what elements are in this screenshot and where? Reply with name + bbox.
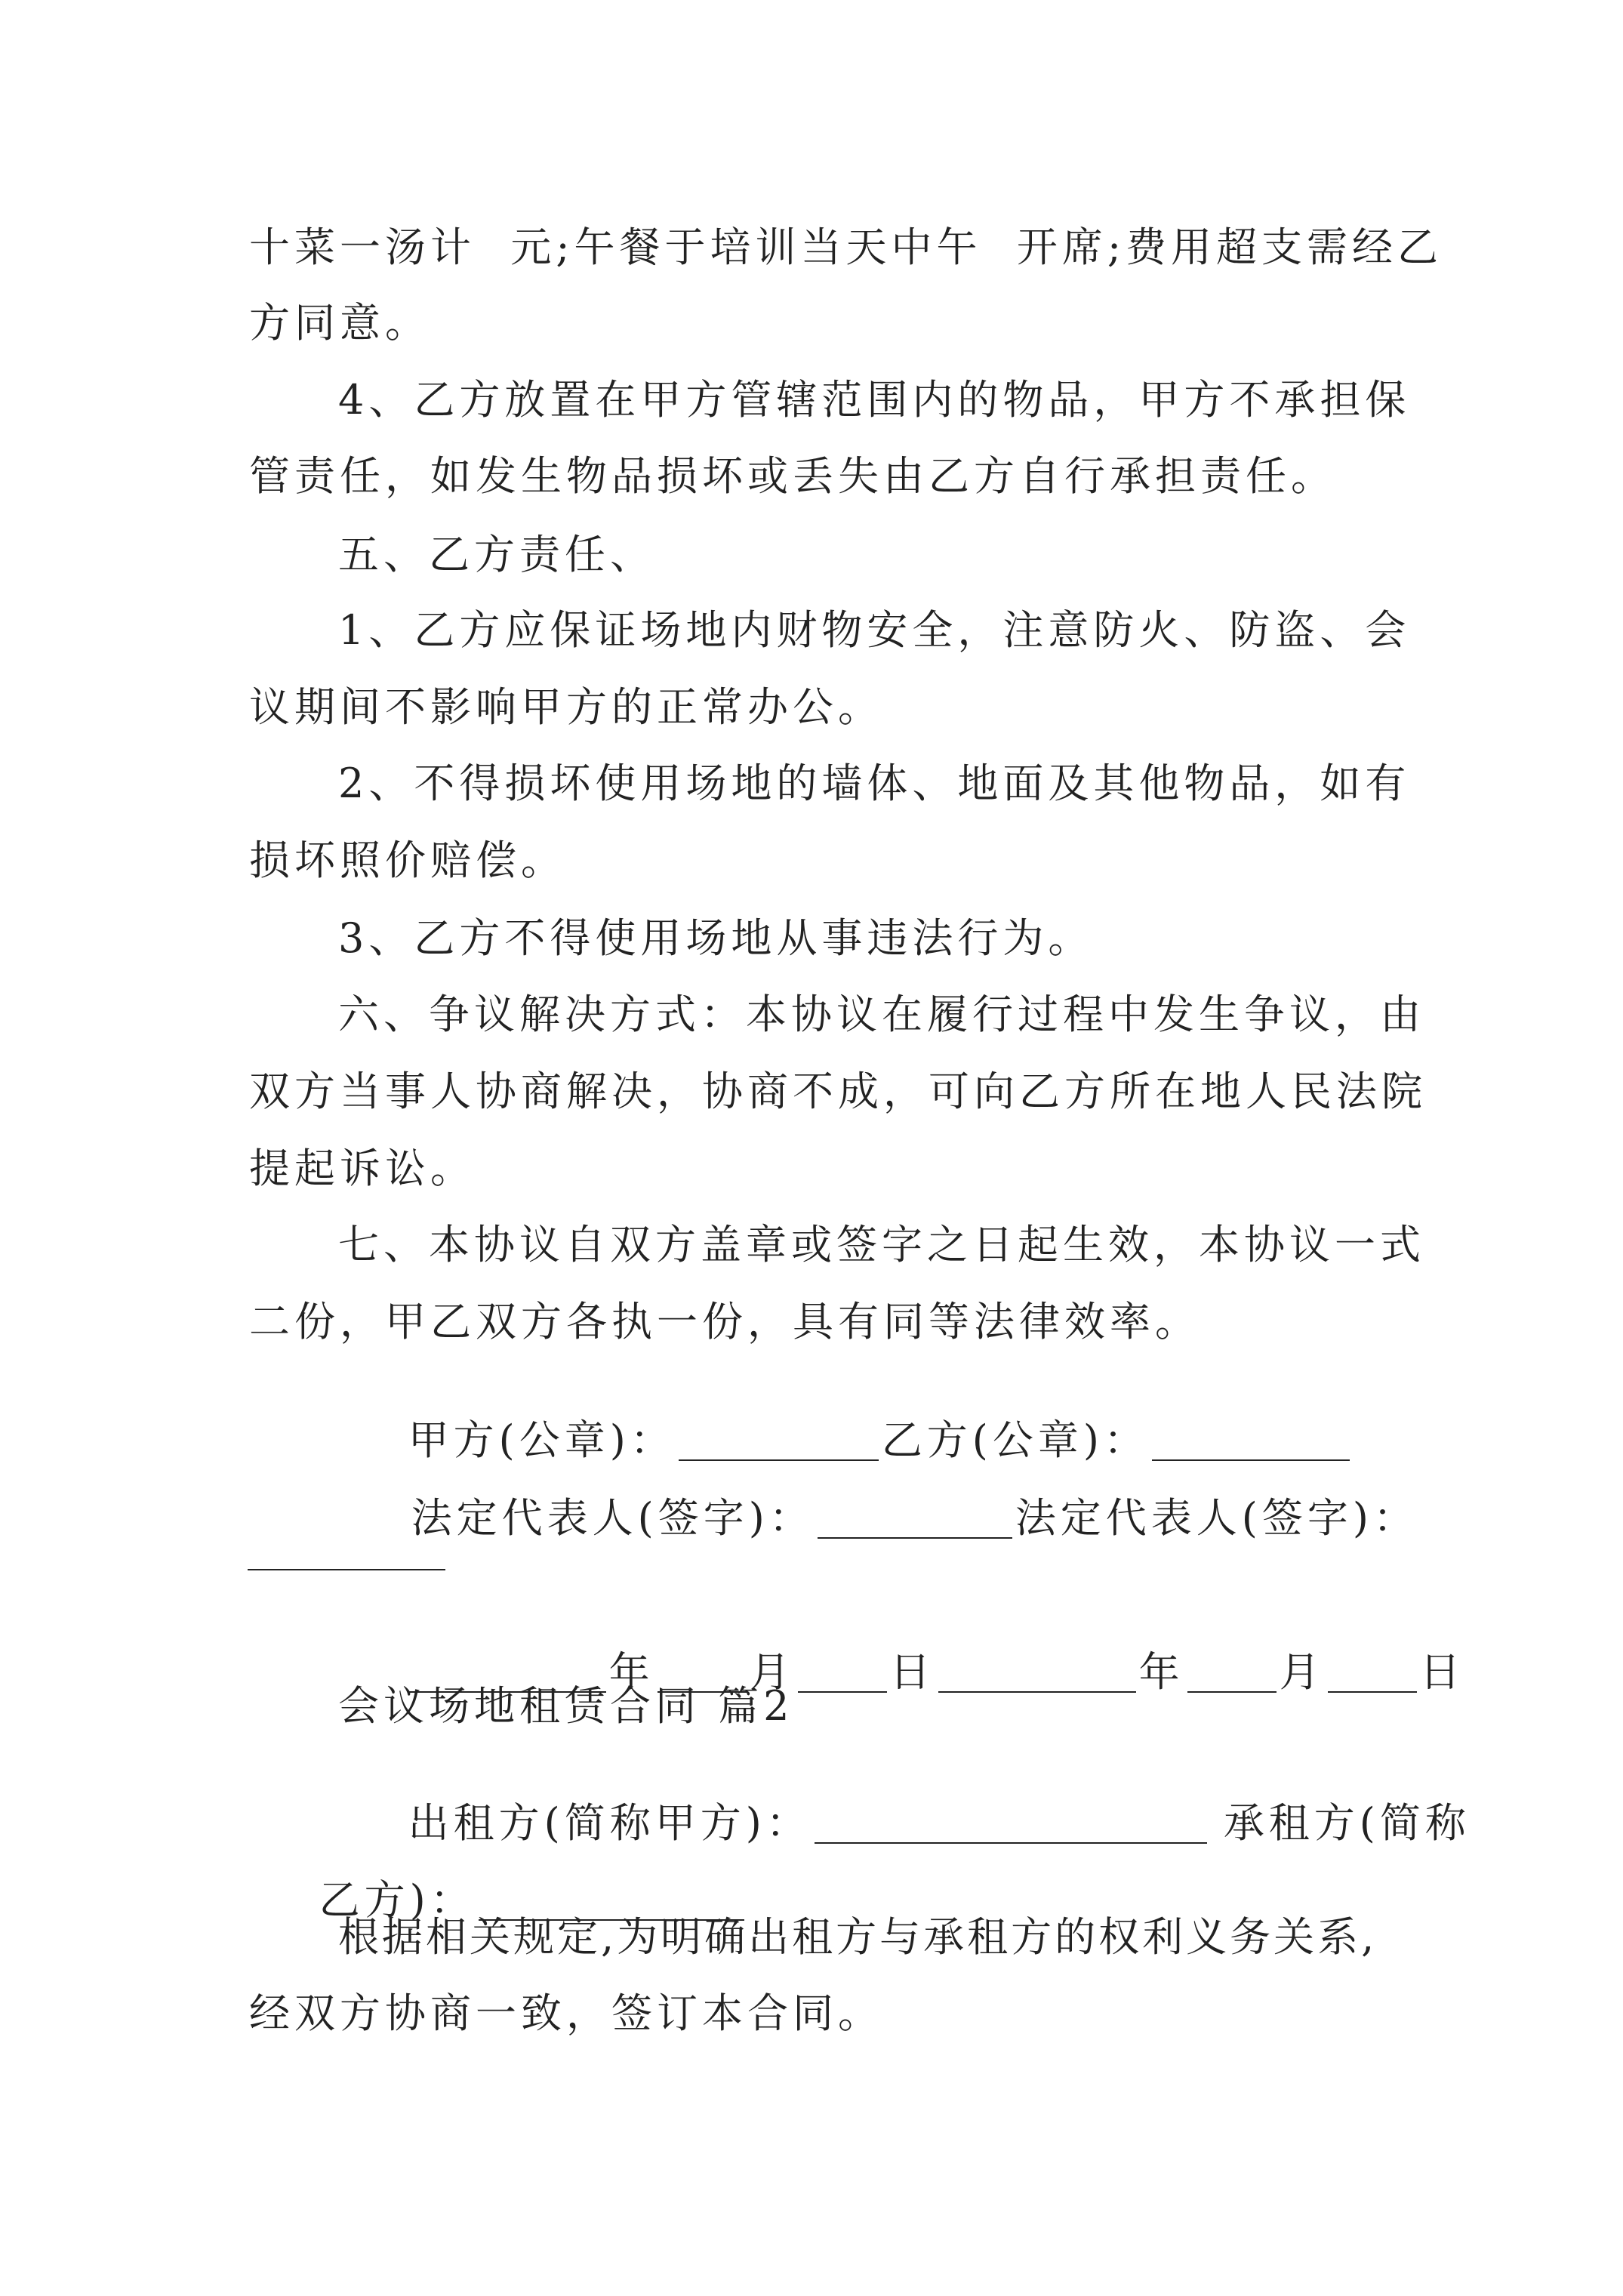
representative-line: [341, 1457, 1418, 1579]
section-heading: 五、乙方责任、: [338, 531, 655, 578]
rep-b-label: 法定代表人(签字)：: [1015, 1494, 1418, 1542]
paragraph-line: 损坏照价赔偿。: [249, 837, 566, 884]
lessor-label: 出租方(简称甲方)：: [408, 1799, 812, 1847]
date-a-day: 日: [889, 1648, 935, 1696]
lessor-blank: [815, 1804, 1207, 1844]
paragraph-line: 七、本协议自双方盖章或签字之日起生效，本协议一式: [338, 1221, 1425, 1268]
paragraph-line: 管责任，如发生物品损坏或丢失由乙方自行承担责任。: [249, 452, 1336, 500]
rep-a-blank: [818, 1499, 1012, 1539]
date-b-month-blank: [1187, 1653, 1277, 1693]
paragraph-line: 3、乙方不得使用场地从事违法行为。: [338, 914, 1094, 962]
date-a-month: 月: [749, 1648, 795, 1696]
paragraph-line: 1、乙方应保证场地内财物安全，注意防火、防盗、会: [338, 606, 1411, 654]
date-b-year: 年: [1138, 1648, 1184, 1696]
paragraph-line: 提起诉讼。: [249, 1145, 476, 1192]
paragraph-line: 经双方协商一致，签订本合同。: [249, 1989, 883, 2037]
paragraph-line: 二份，甲乙双方各执一份，具有同等法律效率。: [249, 1298, 1200, 1345]
party-a-seal-blank: [679, 1422, 879, 1461]
paragraph-line: 4、乙方放置在甲方管辖范围内的物品，甲方不承担保: [338, 376, 1411, 424]
lessee-label-part1: 承租方(简称: [1223, 1799, 1471, 1847]
paragraph-line: 六、争议解决方式：本协议在履行过程中发生争议，由: [338, 991, 1425, 1038]
paragraph-line: 议期间不影响甲方的正常办公。: [249, 683, 883, 731]
paragraph-line: 十菜一汤计 元;午餐于培训当天中午 开席;费用超支需经乙: [249, 223, 1443, 271]
date-b-year-blank: [938, 1653, 1136, 1693]
party-a-seal-label: 甲方(公章)：: [408, 1416, 676, 1464]
date-b-day: 日: [1419, 1648, 1465, 1696]
section2-heading: 会议场地租赁合同 篇2: [338, 1682, 794, 1730]
lessee-label-part2: 乙方)：: [319, 1876, 476, 1924]
date-a-year: 年: [608, 1648, 654, 1696]
paragraph-line: 根据相关规定,为明确出租方与承租方的权利义务关系,: [338, 1913, 1378, 1961]
rep-a-label: 法定代表人(签字)：: [411, 1494, 815, 1542]
paragraph-line: 双方当事人协商解决，协商不成，可向乙方所在地人民法院: [249, 1068, 1427, 1115]
date-b-day-blank: [1328, 1653, 1417, 1693]
party-b-seal-blank: [1152, 1422, 1350, 1461]
date-a-day-blank: [798, 1653, 887, 1693]
paragraph-line: 方同意。: [249, 299, 430, 347]
party-b-seal-label: 乙方(公章)：: [881, 1416, 1149, 1464]
date-b-month: 月: [1279, 1648, 1325, 1696]
paragraph-line: 2、不得损坏使用场地的墙体、地面及其他物品，如有: [338, 760, 1411, 807]
rep-b-blank: [248, 1567, 445, 1570]
